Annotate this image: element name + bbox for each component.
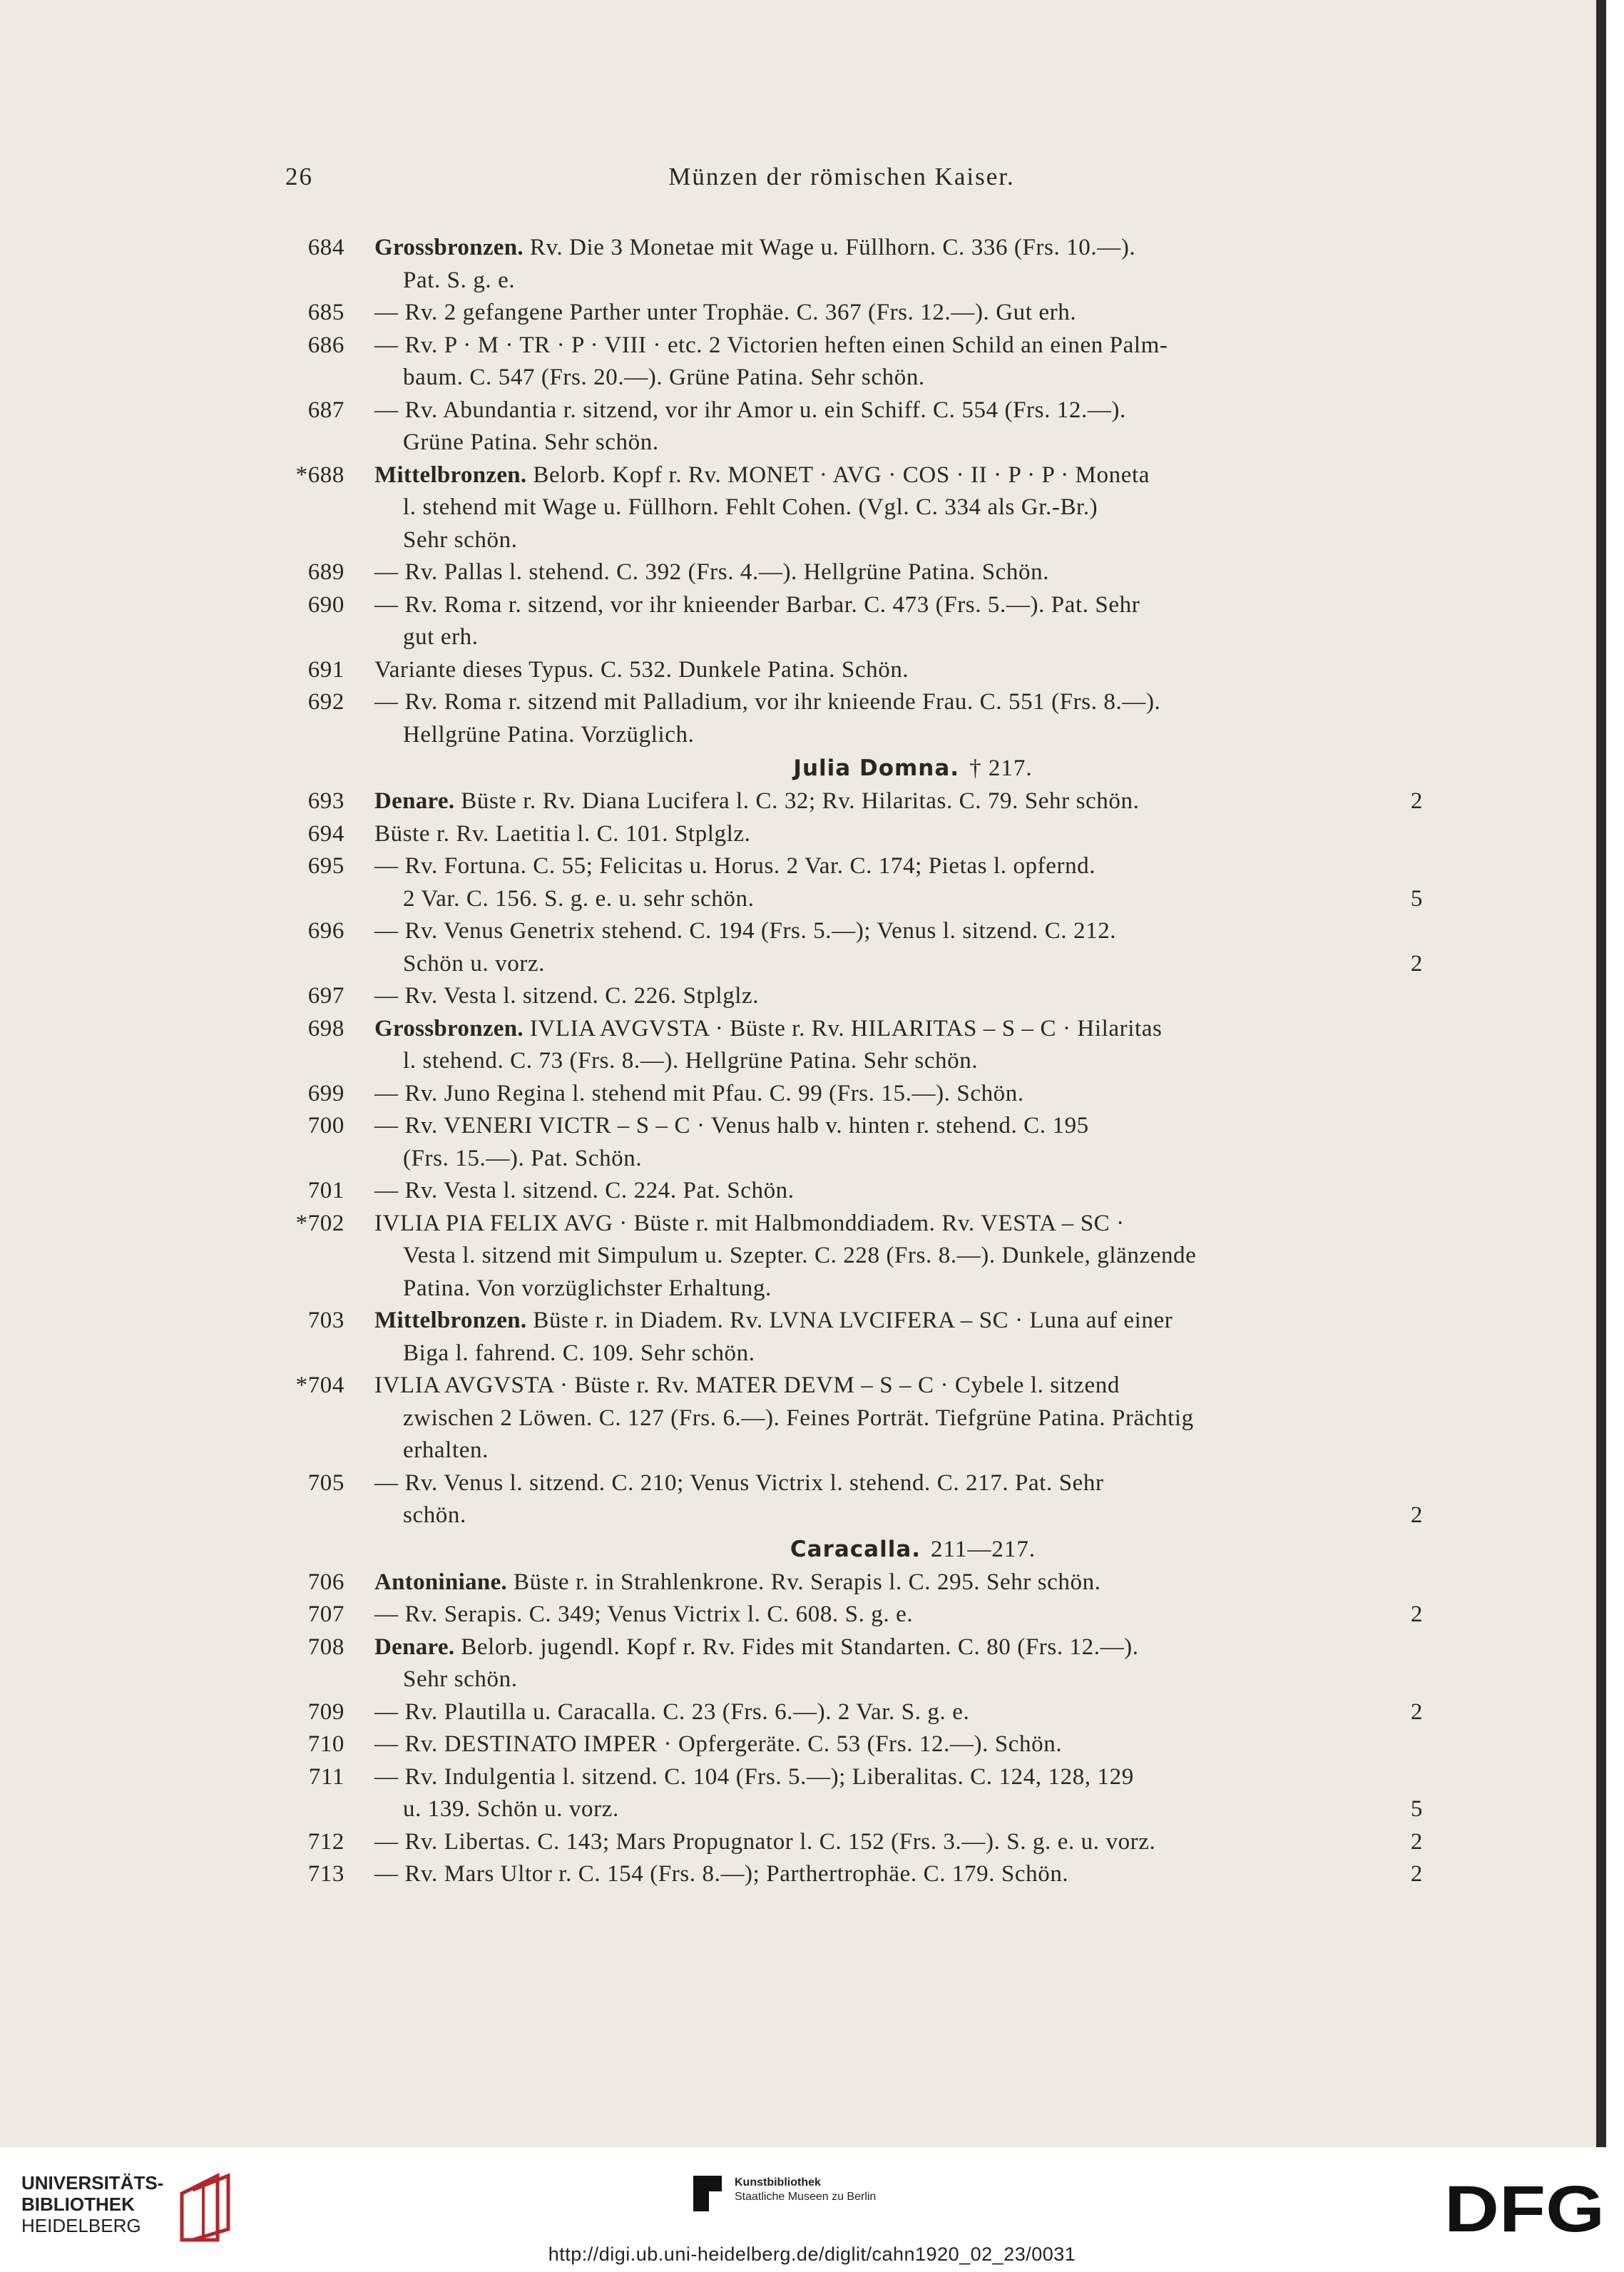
entry-line [374,589,1451,622]
entry-text: — Rv. Venus Genetrix stehend. C. 194 (Frs. 5.—); Venus l. sitzend. C. 212. [374,918,1117,944]
catalogue-entry [282,1467,1451,1532]
entry-line [374,1467,1451,1500]
entry-line [374,621,1451,654]
entry-text: — Rv. Vesta l. sitzend. C. 224. Pat. Schön. [374,1178,795,1203]
catalogue-entry [282,1696,1451,1729]
entry-number: 708 [307,1634,344,1660]
entry-text: — Rv. Mars Ultor r. C. 154 (Frs. 8.—); Parthertrophäe. C. 179. Schön. [374,1861,1069,1887]
entry-text: Schön u. vorz. [403,950,546,977]
entry-quantity: 2 [1410,1601,1423,1627]
entry-lead: Mittelbronzen. [374,1308,527,1333]
entry-quantity: 2 [1410,1502,1423,1528]
ub-heidelberg-mark-icon [175,2172,239,2243]
entry-number: 707 [307,1601,344,1627]
entry-text: — Rv. Juno Regina l. stehend mit Pfau. C. 99 (Frs. 15.—). Schön. [374,1080,1024,1106]
entry-text: zwischen 2 Löwen. C. 127 (Frs. 6.—). Feines Porträt. Tiefgrüne Patina. Prächtig [403,1405,1194,1431]
entry-quantity: 2 [1410,1828,1423,1855]
catalogue-entry [282,297,1451,330]
entry-line [374,1240,1451,1273]
entry-text: l. stehend. C. 73 (Frs. 8.—). Hellgrüne Patina. Sehr schön. [403,1048,979,1074]
entry-text: Sehr schön. [403,1666,518,1692]
entry-line [374,459,1451,492]
entry-line [374,818,1451,851]
entry-number: 710 [307,1731,344,1757]
catalogue-entry [282,980,1451,1013]
entries-group-c [282,1567,1451,1891]
ub-logo-line: UNIVERSITÄTS- [21,2172,164,2194]
entry-text: Büste r. Rv. Diana Lucifera l. C. 32; Rv. Hilaritas. C. 79. Sehr schön. [461,788,1140,814]
entry-line [374,1402,1451,1435]
entry-number: 691 [307,656,344,683]
entry-text: — Rv. Pallas l. stehend. C. 392 (Frs. 4.—). Hellgrüne Patina. Schön. [374,559,1050,585]
entry-number: 701 [307,1178,344,1203]
entry-line [374,1858,1451,1891]
ub-logo-line: HEIDELBERG [21,2215,141,2236]
entry-text: Hellgrüne Patina. Vorzüglich. [403,721,695,748]
entry-line [374,1599,1451,1631]
entry-line [374,297,1451,330]
entry-text: — Rv. 2 gefangene Parther unter Trophäe. C. 367 (Frs. 12.—). Gut erh. [374,300,1077,325]
entry-text: — Rv. Indulgentia l. sitzend. C. 104 (Frs. 5.—); Liberalitas. C. 124, 128, 129 [374,1763,1134,1790]
entry-line [374,980,1451,1013]
page-edge-shadow [1596,0,1606,2154]
entry-number: 687 [307,397,344,423]
entry-text: IVLIA PIA FELIX AVG · Büste r. mit Halbmonddiadem. Rv. VESTA – SC · [374,1210,1125,1236]
entry-quantity: 5 [1410,1796,1423,1822]
entry-text: Biga l. fahrend. C. 109. Sehr schön. [403,1340,755,1366]
entry-text: — Rv. Libertas. C. 143; Mars Propugnator l. C. 152 (Frs. 3.—). S. g. e. u. vorz. [374,1828,1156,1855]
entry-line [374,948,1451,981]
catalogue-entry [282,1826,1451,1859]
entry-line [374,1761,1451,1794]
entry-quantity: 5 [1410,885,1423,912]
entry-number: 684 [307,235,344,260]
entry-line [374,850,1451,883]
entry-line [374,883,1451,916]
ub-logo-line: BIBLIOTHEK [21,2194,135,2215]
entry-line [374,556,1451,589]
entry-number: 709 [307,1698,344,1725]
entry-quantity: 2 [1410,1861,1423,1887]
entry-text: Variante dieses Typus. C. 532. Dunkele Patina. Schön. [374,656,909,683]
catalogue-entry [282,1631,1451,1696]
entry-text: schön. [403,1502,466,1528]
catalogue-entry [282,232,1451,297]
entry-line [374,1370,1451,1402]
entry-text: Büste r. in Strahlenkrone. Rv. Serapis l. C. 295. Sehr schön. [513,1569,1101,1595]
catalogue-entry [282,1175,1451,1208]
kunstbibliothek-mark-icon [693,2176,722,2211]
entry-text: l. stehend mit Wage u. Füllhorn. Fehlt Cohen. (Vgl. C. 334 als Gr.-Br.) [403,494,1098,520]
entry-lead: Grossbronzen. [374,1015,524,1041]
entry-quantity: 2 [1410,788,1423,814]
kunstbibliothek-name: Kunstbibliothek [735,2176,821,2189]
entry-text: — Rv. Roma r. sitzend, vor ihr knieender Barbar. C. 473 (Frs. 5.—). Pat. Sehr [374,591,1140,618]
catalogue-entry [282,818,1451,851]
entry-number: 695 [307,853,344,879]
entry-text: IVLIA AVGVSTA · Büste r. Rv. MATER DEVM – S – C · Cybele l. sitzend [374,1372,1120,1398]
entry-line [374,1826,1451,1859]
entry-text: Pat. S. g. e. [403,267,516,293]
entry-text: — Rv. Fortuna. C. 55; Felicitas u. Horus. 2 Var. C. 174; Pietas l. opfernd. [374,853,1096,879]
entry-number: 703 [307,1308,344,1333]
entry-text: — Rv. Abundantia r. sitzend, vor ihr Amor u. ein Schiff. C. 554 (Frs. 12.—). [374,397,1126,423]
section-name: Julia Domna. [793,755,960,781]
kunstbibliothek-subtitle: Staatliche Museen zu Berlin [735,2191,877,2203]
catalogue-entries [282,232,1451,1891]
entry-text: IVLIA AVGVSTA · Büste r. Rv. HILARITAS – S – C · Hilaritas [529,1015,1163,1041]
catalogue-entry [282,1599,1451,1631]
entry-text: — Rv. Venus l. sitzend. C. 210; Venus Victrix l. stehend. C. 217. Pat. Sehr [374,1469,1104,1496]
entries-group-a [282,232,1451,751]
entry-number: 698 [307,1015,344,1041]
entry-number: *704 [295,1372,344,1398]
ub-heidelberg-logo [21,2172,235,2251]
catalogue-entry [282,1370,1451,1467]
entry-line [374,915,1451,948]
catalogue-entry [282,1305,1451,1370]
page-header [285,163,1426,205]
entry-text: Rv. Die 3 Monetae mit Wage u. Füllhorn. C. 336 (Frs. 10.—). [529,235,1136,260]
catalogue-entry [282,1567,1451,1599]
entry-number: 712 [307,1828,344,1855]
section-heading-julia-domna [282,751,1451,785]
entry-line [374,362,1451,394]
entry-line [374,1664,1451,1696]
entry-line [374,1078,1451,1111]
entry-line [374,232,1451,265]
entries-group-b [282,785,1451,1532]
entry-line [374,1305,1451,1338]
entry-line [374,1435,1451,1467]
catalogue-entry [282,589,1451,654]
entry-number: *688 [295,462,344,488]
catalogue-entry [282,1761,1451,1826]
dfg-logo [1444,2176,1608,2240]
entry-number: 700 [307,1113,344,1138]
kunstbibliothek-logo [693,2176,964,2226]
entry-number: 689 [307,559,344,585]
entry-lead: Mittelbronzen. [374,462,527,488]
entry-text: Belorb. Kopf r. Rv. MONET · AVG · COS · II · P · P · Moneta [533,462,1150,488]
entry-text: gut erh. [403,624,479,650]
entry-number: 713 [307,1861,344,1887]
entry-text: Patina. Von vorzüglichster Erhaltung. [403,1275,772,1301]
entry-number: 697 [307,983,344,1009]
catalogue-entry [282,1858,1451,1891]
entry-quantity: 2 [1410,1698,1423,1725]
catalogue-entry [282,915,1451,980]
catalogue-entry [282,394,1451,459]
entry-line [374,1045,1451,1078]
entry-line [374,1793,1451,1826]
entry-line [374,330,1451,362]
entry-number: 693 [307,788,344,814]
entry-line [374,1499,1451,1532]
entry-text: Büste r. in Diadem. Rv. LVNA LVCIFERA – SC · Luna auf einer [533,1308,1173,1333]
entry-text: — Rv. DESTINATO IMPER · Opfergeräte. C. 53 (Frs. 12.—). Schön. [374,1731,1063,1757]
entry-line [374,1567,1451,1599]
catalogue-entry [282,556,1451,589]
entry-lead: Denare. [374,1634,455,1660]
entry-text: u. 139. Schön u. vorz. [403,1796,619,1822]
entry-line [374,491,1451,524]
entry-text: — Rv. Roma r. sitzend mit Palladium, vor ihr knieende Frau. C. 551 (Frs. 8.—). [374,689,1161,715]
entry-line [374,1208,1451,1241]
entry-line [374,1728,1451,1761]
catalogue-entry [282,1013,1451,1078]
entry-line [374,686,1451,719]
catalogue-entry [282,654,1451,687]
entry-line [374,427,1451,459]
entry-text: Grüne Patina. Sehr schön. [403,429,659,455]
entry-line [374,1338,1451,1370]
entry-number: 705 [307,1469,344,1496]
entry-text: Büste r. Rv. Laetitia l. C. 101. Stplglz. [374,820,751,847]
catalogue-entry [282,785,1451,818]
entry-text: erhalten. [403,1437,489,1463]
entry-text: 2 Var. C. 156. S. g. e. u. sehr schön. [403,885,755,912]
entry-number: 696 [307,918,344,944]
entry-number: 686 [307,332,344,358]
entry-text: — Rv. Vesta l. sitzend. C. 226. Stplglz. [374,983,760,1009]
catalogue-entry [282,1728,1451,1761]
entry-number: 692 [307,689,344,715]
entry-text: — Rv. Plautilla u. Caracalla. C. 23 (Frs. 6.—). 2 Var. S. g. e. [374,1698,970,1725]
catalogue-entry [282,330,1451,394]
catalogue-entry [282,850,1451,915]
entry-number: 699 [307,1080,344,1106]
entry-text: (Frs. 15.—). Pat. Schön. [403,1145,643,1171]
entry-line [374,1273,1451,1305]
entry-text: Sehr schön. [403,526,518,553]
entry-line [374,1175,1451,1208]
section-dates: † 217. [969,755,1033,781]
entry-text: Vesta l. sitzend mit Simpulum u. Szepter. C. 228 (Frs. 8.—). Dunkele, glänzende [403,1243,1197,1268]
catalogue-entry [282,1110,1451,1175]
entry-line [374,719,1451,752]
entry-number: 694 [307,820,344,847]
entry-line [374,524,1451,557]
entry-lead: Antoniniane. [374,1569,508,1595]
section-dates: 211—217. [931,1536,1036,1562]
entry-line [374,654,1451,687]
entry-lead: Denare. [374,788,455,814]
entry-quantity: 2 [1410,950,1423,977]
entry-text: — Rv. Serapis. C. 349; Venus Victrix l. C. 608. S. g. e. [374,1601,914,1627]
entry-number: 685 [307,300,344,325]
entry-text: — Rv. VENERI VICTR – S – C · Venus halb v. hinten r. stehend. C. 195 [374,1113,1089,1138]
catalogue-entry [282,1078,1451,1111]
entry-lead: Grossbronzen. [374,235,524,260]
entry-line [374,265,1451,297]
entry-line [374,1143,1451,1176]
running-title: Münzen der römischen Kaiser. [668,163,1015,190]
entry-number: 706 [307,1569,344,1595]
entry-text: Belorb. jugendl. Kopf r. Rv. Fides mit Standarten. C. 80 (Frs. 12.—). [461,1634,1139,1660]
section-name: Caracalla. [790,1536,921,1562]
section-heading-caracalla [282,1532,1451,1567]
catalogue-entry [282,459,1451,557]
entry-line [374,1631,1451,1664]
catalogue-entry [282,686,1451,751]
dfg-logo-text: DFG [1444,2176,1605,2240]
catalogue-entry [282,1208,1451,1305]
entry-line [374,394,1451,427]
entry-line [374,785,1451,818]
entry-number: 690 [307,591,344,618]
entry-text: — Rv. P · M · TR · P · VIII · etc. 2 Victorien heften einen Schild an einen Palm- [374,332,1168,358]
entry-line [374,1013,1451,1046]
page-number: 26 [285,163,313,190]
entry-number: 711 [308,1763,344,1790]
entry-text: baum. C. 547 (Frs. 20.—). Grüne Patina. Sehr schön. [403,365,925,390]
entry-line [374,1110,1451,1143]
source-url[interactable]: http://digi.ub.uni-heidelberg.de/diglit/cahn1920_02_23/0031 [548,2243,1076,2265]
entry-number: *702 [295,1210,344,1236]
entry-line [374,1696,1451,1729]
